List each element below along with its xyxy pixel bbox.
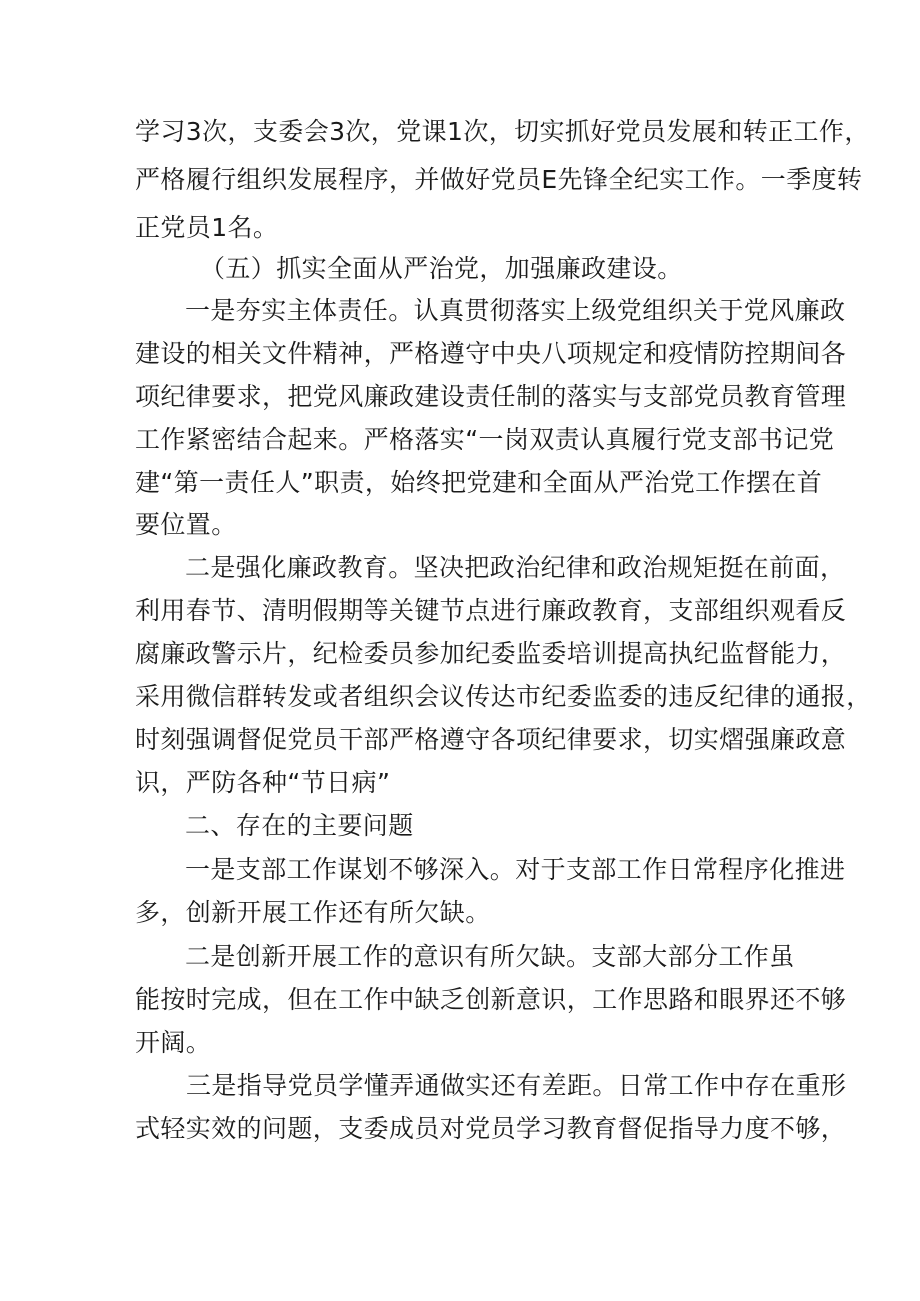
section-heading: （五）抓实全面从严治党，加强廉政建设。 — [200, 254, 683, 283]
text-line: 二是创新开展工作的意识有所欠缺。支部大部分工作虽 — [185, 942, 795, 971]
text-line: 严格履行组织发展程序，并做好党员E先锋全纪实工作。一季度转 — [135, 165, 863, 194]
text-line: 采用微信群转发或者组织会议传达市纪委监委的违反纪律的通报， — [135, 682, 872, 711]
text-line: 时刻强调督促党员干部严格遵守各项纪律要求，切实熠强廉政意 — [135, 725, 847, 754]
text-line: 建设的相关文件精神，严格遵守中央八项规定和疫情防控期间各 — [135, 339, 847, 368]
text-line: 一是夯实主体责任。认真贯彻落实上级党组织关于党风廉政 — [185, 296, 846, 325]
text-line: 二是强化廉政教育。坚决把政治纪律和政治规矩挺在前面， — [185, 553, 846, 582]
text-line: 建“第一责任人”职责，始终把党建和全面从严治党工作摆在首 — [135, 468, 823, 497]
text-line: 式轻实效的问题，支委成员对党员学习教育督促指导力度不够， — [135, 1114, 847, 1143]
text-line: 开阔。 — [135, 1028, 212, 1057]
text-line: 识，严防各种“节日病” — [135, 768, 391, 797]
text-line: 一是支部工作谋划不够深入。对于支部工作日常程序化推进 — [185, 855, 846, 884]
text-line: 正党员1名。 — [135, 213, 279, 242]
section-heading: 二、存在的主要问题 — [185, 811, 414, 840]
text-line: 腐廉政警示片，纪检委员参加纪委监委培训提高执纪监督能力， — [135, 639, 847, 668]
text-line: 学习3次，支委会3次，党课1次，切实抓好党员发展和转正工作， — [135, 117, 870, 146]
text-line: 要位置。 — [135, 510, 237, 539]
text-line: 能按时完成，但在工作中缺乏创新意识，工作思路和眼界还不够 — [135, 985, 847, 1014]
text-line: 利用春节、清明假期等关键节点进行廉政教育，支部组织观看反 — [135, 596, 847, 625]
text-line: 多，创新开展工作还有所欠缺。 — [135, 898, 491, 927]
text-line: 工作紧密结合起来。严格落实“一岗双责认真履行党支部书记党 — [135, 425, 835, 454]
text-line: 三是指导党员学懂弄通做实还有差距。日常工作中存在重形 — [186, 1071, 847, 1100]
text-line: 项纪律要求，把党风廉政建设责任制的落实与支部党员教育管理 — [135, 382, 847, 411]
